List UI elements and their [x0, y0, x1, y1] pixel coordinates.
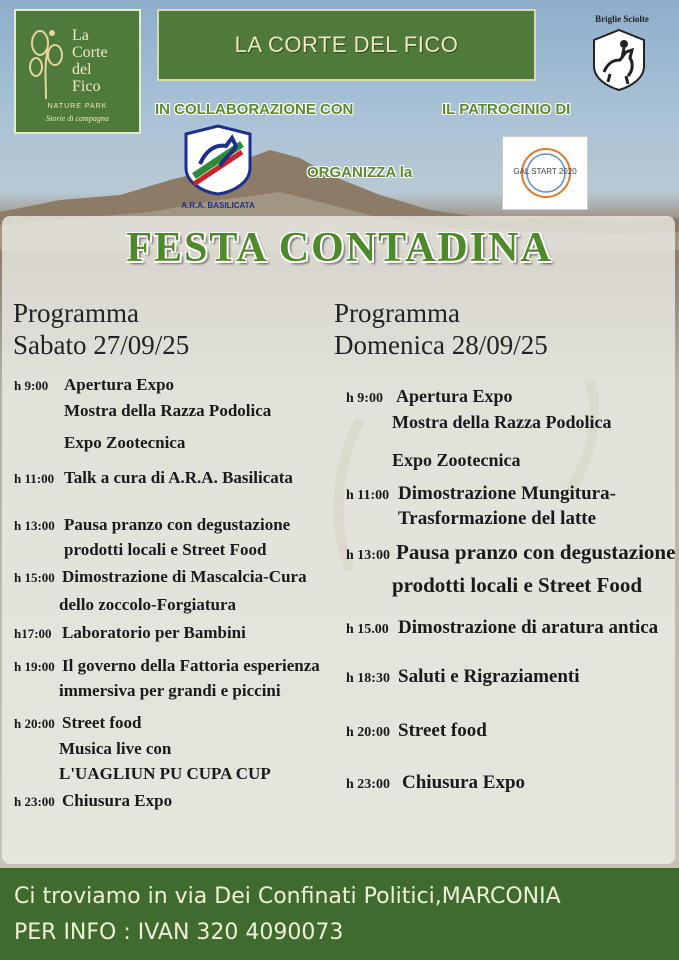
schedule-text: Apertura Expo — [64, 375, 175, 394]
collaboration-label: IN COLLABORAZIONE CON — [155, 101, 354, 118]
schedule-entry — [14, 595, 236, 615]
gal-start-logo — [502, 136, 588, 210]
briglie-sciolte-label: Briglie Sciolte — [595, 14, 649, 24]
sunday-heading: Programma Domenica 28/09/25 — [334, 298, 548, 360]
schedule-entry — [346, 573, 642, 598]
schedule-entry — [14, 791, 172, 811]
patronage-label: IL PATROCINIO DI — [442, 101, 571, 118]
schedule-text: Laboratorio per Bambini — [62, 623, 246, 642]
schedule-entry — [346, 540, 675, 565]
schedule-text: Saluti e Rigraziamenti — [398, 666, 580, 687]
schedule-entry — [346, 412, 611, 433]
schedule-time: h 13:00 — [346, 548, 390, 563]
schedule-entry — [346, 666, 580, 688]
schedule-entry — [14, 739, 171, 759]
schedule-text: immersiva per grandi e piccini — [59, 681, 281, 700]
schedule-text: Mostra della Razza Podolica — [64, 401, 272, 420]
page-title: LA CORTE DEL FICO — [234, 32, 459, 57]
horse-rider-icon — [586, 26, 652, 92]
schedule-entry — [14, 656, 320, 676]
organizza-label: ORGANIZZA la — [307, 164, 413, 181]
schedule-time: h 9:00 — [346, 391, 383, 406]
schedule-time: h 19:00 — [14, 659, 55, 674]
schedule-entry — [14, 623, 246, 643]
schedule-time: h 9:00 — [14, 378, 49, 393]
schedule-time: h 11:00 — [346, 488, 390, 503]
event-title: FESTA CONTADINA — [126, 225, 553, 271]
schedule-entry — [14, 468, 293, 488]
briglie-sciolte-logo — [574, 14, 670, 94]
schedule-text: Expo Zootecnica — [392, 450, 521, 470]
schedule-text: Chiusura Expo — [402, 772, 526, 793]
schedule-time: h 20:00 — [14, 716, 55, 731]
schedule-entry — [14, 540, 266, 560]
schedule-entry — [14, 764, 271, 784]
logo-subtitle: NATURE PARK — [47, 103, 108, 110]
la-corte-del-fico-logo — [14, 9, 141, 134]
schedule-time: h 13:00 — [14, 518, 55, 533]
schedule-time: h 15.00 — [346, 622, 389, 637]
schedule-time: h 11:00 — [14, 471, 55, 486]
title-banner — [157, 9, 536, 81]
schedule-entry — [14, 375, 174, 395]
schedule-text: Mostra della Razza Podolica — [392, 412, 612, 432]
schedule-text: L'UAGLIUN PU CUPA CUP — [59, 764, 271, 783]
schedule-text: prodotti locali e Street Food — [64, 540, 267, 559]
logo-tagline: Storie di campagna — [46, 114, 109, 123]
schedule-text: Il governo della Fattoria esperienza — [62, 656, 320, 675]
footer — [0, 868, 679, 960]
schedule-entry — [346, 617, 658, 639]
saturday-heading: Programma Sabato 27/09/25 — [13, 298, 190, 360]
schedule-entry — [346, 772, 525, 794]
fig-plant-icon — [22, 21, 70, 101]
schedule-entry — [346, 483, 616, 505]
schedule-entry — [14, 515, 290, 535]
schedule-text: Street food — [398, 720, 487, 741]
schedule-entry — [14, 681, 281, 701]
schedule-text: Dimostrazione di Mascalcia-Cura — [62, 567, 307, 586]
gal-logo-text: GAL START 2020 — [513, 167, 577, 176]
schedule-text: Pausa pranzo con degustazione — [64, 515, 291, 534]
schedule-time: h 20:00 — [346, 725, 390, 740]
schedule-text: Expo Zootecnica — [64, 433, 186, 452]
schedule-entry — [14, 401, 271, 421]
schedule-text: dello zoccolo-Forgiatura — [59, 595, 237, 614]
ara-horse-icon — [180, 124, 256, 196]
schedule-text: Talk a cura di A.R.A. Basilicata — [64, 468, 293, 487]
schedule-entry — [346, 720, 487, 742]
footer-address: Ci troviamo in via Dei Confinati Politici,MARCONIA — [14, 884, 561, 909]
schedule-text: Dimostrazione di aratura antica — [398, 617, 659, 638]
schedule-text: Street food — [62, 713, 142, 732]
schedule-entry — [14, 713, 141, 733]
schedule-entry — [14, 567, 307, 587]
schedule-time: h 23:00 — [346, 777, 390, 792]
schedule-time: h 15:00 — [14, 570, 55, 585]
schedule-text: Pausa pranzo con degustazione — [396, 540, 676, 564]
schedule-entry — [14, 433, 185, 453]
schedule-entry — [346, 386, 513, 407]
ara-logo-text: A.R.A. BASILICATA — [181, 201, 255, 210]
schedule-text: Musica live con — [59, 739, 172, 758]
schedule-time: h 23:00 — [14, 794, 55, 809]
schedule-text: Trasformazione del latte — [398, 508, 597, 529]
logo-name: La Corte del Fico — [72, 27, 108, 95]
schedule-text: Chiusura Expo — [62, 791, 173, 810]
schedule-text: Apertura Expo — [396, 386, 513, 406]
schedule-text: Dimostrazione Mungitura- — [398, 483, 616, 504]
footer-contact-info: PER INFO : IVAN 320 4090073 — [14, 920, 344, 945]
schedule-time: h 18:30 — [346, 671, 390, 686]
schedule-entry — [346, 450, 521, 471]
schedule-time: h17:00 — [14, 626, 52, 641]
schedule-entry — [346, 508, 596, 530]
schedule-text: prodotti locali e Street Food — [392, 573, 643, 597]
ara-basilicata-logo — [180, 124, 256, 212]
